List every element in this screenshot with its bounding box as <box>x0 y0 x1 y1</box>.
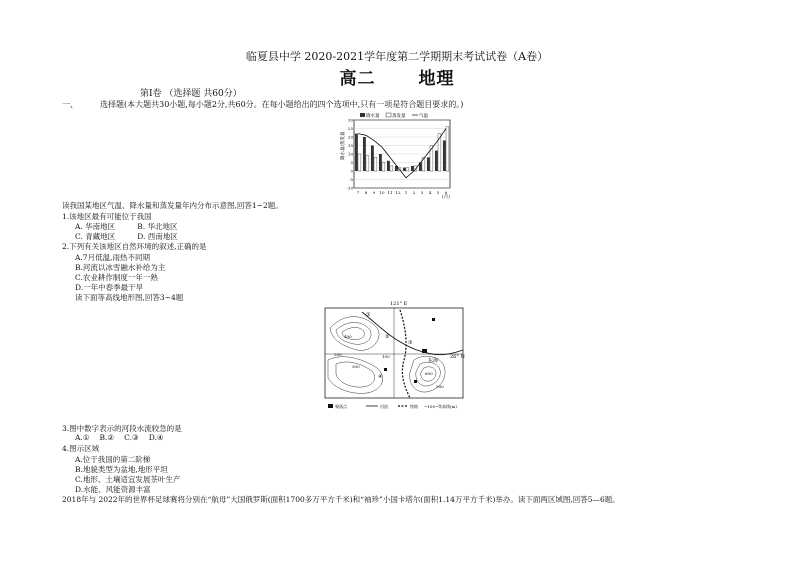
q3-option-b[interactable]: B.② <box>99 433 115 442</box>
section-instruction <box>62 99 463 110</box>
y-tick-label: -5 <box>349 177 353 182</box>
q3-option-c[interactable]: C.③ <box>124 433 139 442</box>
contour-label: 300 <box>352 364 360 369</box>
x-tick-label: 12 <box>395 190 401 195</box>
map-marker-2: ② <box>385 334 390 340</box>
q1-stem: 1.该地区最有可能位于我国 <box>62 212 152 221</box>
q4-stem: 4.图示区域 <box>62 444 100 453</box>
evap-bar <box>366 156 369 171</box>
precip-bar <box>443 140 446 171</box>
x-tick-label: 4 <box>428 190 432 195</box>
q1-option-d[interactable]: D. 西南地区 <box>137 232 178 241</box>
x-tick-label: 11 <box>387 190 393 195</box>
q4-option-b[interactable]: B.地貌类型为盆地,地形平坦 <box>75 465 168 474</box>
precip-bar <box>371 146 374 172</box>
y-tick-label: 0 <box>350 168 353 174</box>
x-tick-label: 3 <box>420 190 424 195</box>
x-tick-label: 5 <box>436 190 440 195</box>
legend-contour-value: ~100~ <box>424 404 439 409</box>
y-tick-label: 30 <box>347 117 353 123</box>
legend-river: 河流 <box>380 404 388 409</box>
q2-option-b[interactable]: B.河流以冰雪融水补给为主 <box>75 263 166 272</box>
legend-settlement: 聚落点 <box>335 404 347 409</box>
y-tick-label: 5 <box>350 160 353 165</box>
q1-option-c[interactable]: C. 青藏地区 <box>75 232 116 241</box>
evap-bar <box>390 166 393 171</box>
q4-option-c[interactable]: C.地形、土壤适宜发展茶叶生产 <box>75 475 181 484</box>
subject-label: 地理 <box>418 69 455 89</box>
legend-contour: 等高线(m) <box>438 404 457 409</box>
x-tick-label: 2 <box>412 190 416 195</box>
y-tick-label: 15 <box>347 143 353 148</box>
contour-label: 400 <box>344 334 352 339</box>
legend-railway: 铁路 <box>410 404 418 409</box>
x-tick-label: 8 <box>364 190 368 195</box>
chart-x-ticks <box>357 190 448 195</box>
exam-subject <box>0 64 794 89</box>
precip-bar <box>435 151 438 171</box>
q-intro-3: 2018年与 2022年的世界杯足球赛将分别在“航母”大国俄罗斯(面积1700多万平方千米)和“袖珍”小国卡塔尔(面积1.14万平方千米)举办。读下面两区域图,回答5—6题。 <box>62 495 620 504</box>
legend-evap: 蒸发量 <box>392 114 406 119</box>
settlement-marker <box>422 349 427 353</box>
q2-option-c[interactable]: C.农业耕作制度一年一熟 <box>75 273 158 282</box>
y-tick-label: 10 <box>347 151 353 157</box>
evap-bar <box>358 154 361 171</box>
q3-stem: 3.图中数字表示的河段水流较急的是 <box>62 424 182 433</box>
evap-bar <box>406 168 409 171</box>
q-intro-1: 读我国某地区气温、降水量和蒸发量年内分布示意图,回答1~2题。 <box>62 201 283 210</box>
settlement-marker <box>432 318 435 321</box>
y-axis-label: 降水量/蒸发量 <box>341 131 346 160</box>
q3-options <box>75 433 186 442</box>
grade-label: 高二 <box>339 69 376 89</box>
q2-option-a[interactable]: A.7月低温,雨热不同期 <box>75 253 150 262</box>
climate-chart <box>334 110 458 202</box>
q4-option-a[interactable]: A.位于我国的第二阶梯 <box>75 455 151 464</box>
q4-option-d[interactable]: D.水能、风能资源丰富 <box>75 485 151 494</box>
exam-title: 临夏县中学 2020-2021学年度第二学期期末考试试卷（A卷） <box>245 50 549 63</box>
precip-bar <box>403 168 406 171</box>
y-tick-label: -10 <box>346 185 353 191</box>
section-number: 一、 <box>62 100 78 109</box>
x-tick-label: 10 <box>379 190 385 195</box>
contour-label: 500 <box>436 384 444 389</box>
legend-precip-swatch <box>360 113 365 117</box>
chart-bars <box>355 127 449 171</box>
x-tick-label: 7 <box>356 190 360 195</box>
precip-bar <box>363 137 366 171</box>
q1-option-b[interactable]: B. 华北地区 <box>137 222 178 231</box>
map-longitude: 121° E <box>390 301 408 307</box>
q1-option-a[interactable]: A. 华南地区 <box>75 222 116 231</box>
legend-settlement-swatch <box>328 404 333 408</box>
map-marker-3: ③ <box>408 340 413 346</box>
map-latitude: 26° N <box>450 354 465 360</box>
settlement-marker <box>414 380 417 383</box>
q2-stem: 2.下列有关该地区自然环境的叙述,正确的是 <box>62 242 207 251</box>
precip-bar <box>379 154 382 171</box>
x-tick-label: 6 <box>444 190 448 195</box>
x-tick-label: 1 <box>404 190 408 195</box>
y-tick-label: 25 <box>347 126 353 131</box>
section-label: 第Ⅰ卷 （选择题 共60分） <box>140 89 242 99</box>
evap-bar <box>382 163 385 172</box>
y-tick-label: 20 <box>347 134 353 140</box>
settlement-marker <box>384 368 387 371</box>
contour-map <box>322 298 468 416</box>
precip-bar <box>355 134 358 171</box>
legend-precip: 降水量 <box>366 114 380 119</box>
precip-bar <box>387 161 390 171</box>
q-intro-2: 读下面等高线地形图,回答3~4题 <box>75 293 184 302</box>
contour-label: 100 <box>382 354 390 359</box>
instruction-text: 选择题(本大题共30小题,每小题2分,共60分。在每小题给出的四个选项中,只有一项是符合题目要求的。) <box>100 100 464 109</box>
contour-label: 200 <box>334 352 342 357</box>
evap-bar <box>374 157 377 171</box>
map-marker-4: ④ <box>378 374 383 380</box>
precip-bar <box>411 166 414 171</box>
evap-bar <box>446 127 449 171</box>
legend-evap-swatch <box>386 113 391 117</box>
map-marker-1: ① <box>366 312 371 318</box>
legend-temp: 气温 <box>419 114 428 119</box>
chart-y-ticks <box>347 118 354 191</box>
q2-option-d[interactable]: D.一年中春季最干旱 <box>75 283 144 292</box>
x-axis-unit: (月) <box>442 195 451 200</box>
q3-option-d[interactable]: D.④ <box>148 433 164 442</box>
q3-option-a[interactable]: A.① <box>75 433 90 442</box>
contour-label: 600 <box>425 371 433 376</box>
x-tick-label: 9 <box>372 190 376 195</box>
precip-bar <box>427 157 430 171</box>
map-city: 东海 <box>428 358 439 364</box>
